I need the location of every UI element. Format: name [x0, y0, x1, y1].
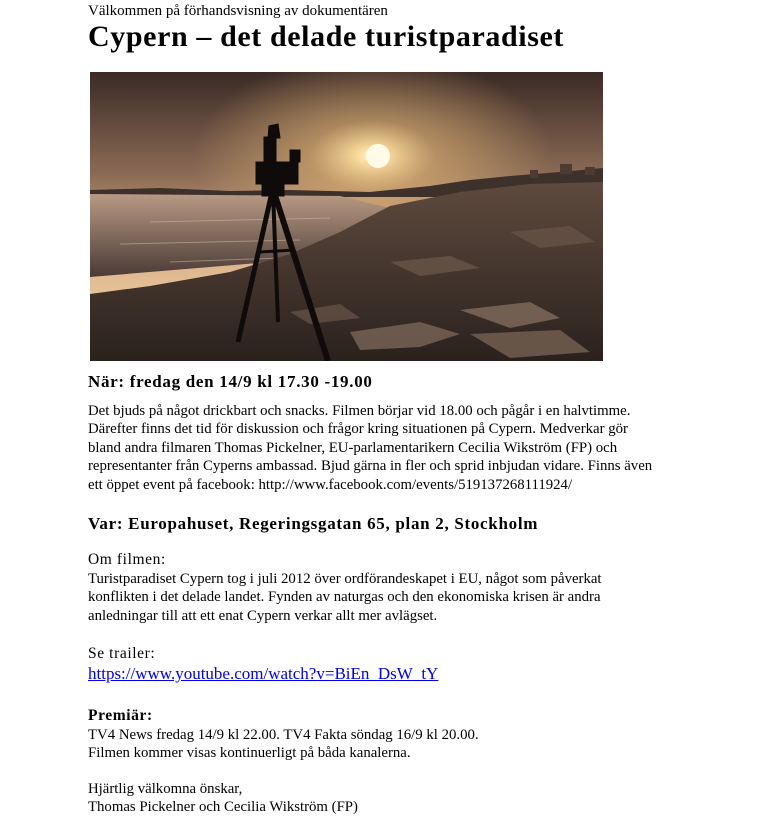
description-line: Därefter finns det tid för diskussion och frågor kring situationen på Cypern. Medverkar gör [88, 421, 628, 438]
premiere-line: TV4 News fredag 14/9 kl 22.00. TV4 Fakta söndag 16/9 kl 20.00. [88, 727, 479, 743]
about-line: konflikten i det delade landet. Fynden av naturgas och den ekonomiska krisen är andra [88, 589, 601, 606]
event-location: Var: Europahuset, Regeringsgatan 65, plan 2, Stockholm [88, 514, 539, 533]
signature-names: Thomas Pickelner och Cecilia Wikström (FP) [88, 799, 358, 816]
trailer-heading: Se trailer: [88, 645, 156, 662]
trailer-link[interactable]: https://www.youtube.com/watch?v=BiEn_DsW_tY [88, 664, 439, 683]
about-line: Turistparadiset Cypern tog i juli 2012 över ordförandeskapet i EU, något som påverkat [88, 571, 602, 587]
premiere-line: Filmen kommer visas kontinuerligt på båda kanalerna. [88, 745, 411, 762]
about-heading: Om filmen: [88, 551, 166, 568]
about-text [88, 570, 602, 625]
description-line: Det bjuds på något drickbart och snacks. Filmen börjar vid 18.00 och pågår i en halvtimme. [88, 403, 631, 419]
description-line: representanter från Cyperns ambassad. Bjud gärna in fler och sprid inbjudan vidare. Finns även [88, 458, 653, 475]
sunset-camera-photo [90, 72, 603, 361]
description-line: ett öppet event på facebook: http://www.facebook.com/events/519137268111924/ [88, 476, 573, 493]
event-description [88, 402, 652, 494]
about-line: anledningar till att ett enat Cypern verkar allt mer avlägset. [88, 607, 438, 624]
event-time: När: fredag den 14/9 kl 17.30 -19.00 [88, 372, 373, 391]
description-line: bland andra filmaren Thomas Pickelner, EU-parlamentarikern Cecilia Wikström (FP) och [88, 439, 618, 456]
premiere-text [88, 726, 479, 763]
closing-signature [88, 780, 358, 817]
intro-text: Välkommen på förhandsvisning av dokumentären [88, 3, 388, 19]
premiere-heading: Premiär: [88, 707, 153, 724]
page-title: Cypern – det delade turistparadiset [88, 20, 564, 53]
closing-line: Hjärtlig välkomna önskar, [88, 781, 243, 797]
